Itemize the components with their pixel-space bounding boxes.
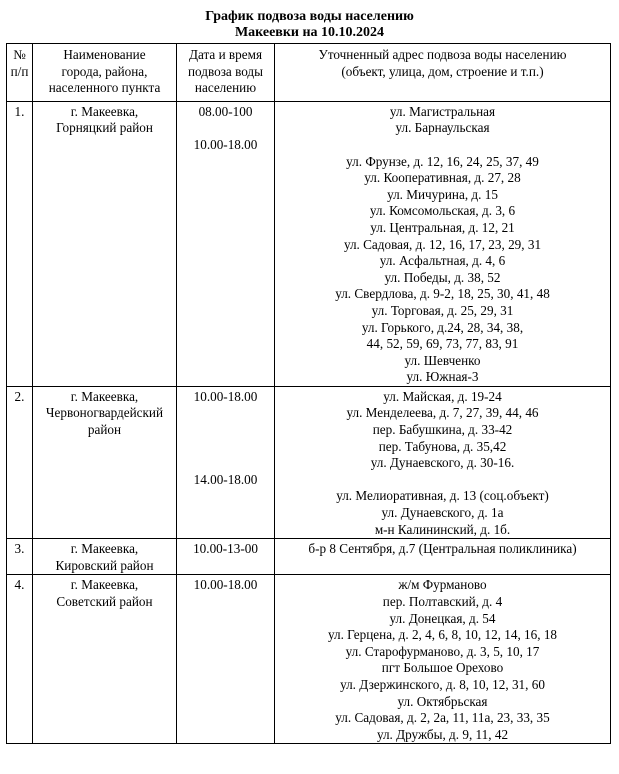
delivery-address-line: пер. Бабушкина, д. 33-42 (372, 422, 513, 438)
delivery-time-line (179, 120, 272, 137)
delivery-address-line: ул. Мелиоративная, д. 13 (соц.объект) (336, 488, 549, 504)
delivery-address-line: ул. Октябрьская (397, 693, 488, 709)
row-number: 3. (7, 539, 33, 575)
locality-name-line: Советский район (56, 594, 153, 609)
delivery-address-line: ул. Торговая, д. 25, 29, 31 (371, 302, 514, 318)
delivery-address-line: ул. Кооперативная, д. 27, 28 (364, 170, 521, 186)
delivery-time (177, 101, 275, 386)
delivery-time-line: 08.00-100 (198, 103, 253, 119)
locality-name (33, 575, 177, 744)
row-number: 1. (7, 101, 33, 386)
delivery-address-line: ул. Центральная, д. 12, 21 (370, 219, 515, 235)
delivery-address-line (277, 558, 608, 575)
delivery-address-line (277, 472, 608, 489)
locality-name (33, 101, 177, 386)
table-row (7, 575, 611, 744)
delivery-address-line: ул. Дружбы, д. 9, 11, 42 (376, 726, 509, 742)
delivery-address-line: ул. Комсомольская, д. 3, 6 (369, 203, 516, 219)
delivery-address (275, 101, 611, 386)
delivery-time-line: 10.00-18.00 (193, 388, 258, 404)
locality-name-line: район (87, 422, 122, 438)
delivery-address-line: ул. Старофурманово, д. 3, 5, 10, 17 (345, 643, 540, 659)
delivery-address-line: ул. Дунаевского, д. 1а (381, 505, 504, 521)
delivery-time (177, 539, 275, 575)
row-number: 2. (7, 386, 33, 538)
delivery-time-line (179, 422, 272, 439)
locality-name-line: г. Макеевка, (70, 388, 139, 404)
delivery-time-line: 10.00-18.00 (193, 577, 258, 593)
delivery-time-line (179, 439, 272, 456)
document-title: График подвоза воды населению (205, 9, 414, 24)
locality-name-line: Горняцкий район (56, 120, 153, 136)
delivery-address-line: ул. Менделеева, д. 7, 27, 39, 44, 46 (346, 405, 539, 421)
table-row (7, 386, 611, 538)
delivery-address-line: пер. Полтавский, д. 4 (382, 594, 503, 609)
table-row (7, 539, 611, 575)
table-row (7, 101, 611, 386)
delivery-time-line (179, 405, 272, 422)
delivery-address-line: ул. Дунаевского, д. 30-16. (370, 455, 515, 471)
table-header-row (7, 44, 611, 102)
document-subtitle: Макеевки на 10.10.2024 (234, 25, 385, 40)
locality-name-line: г. Макеевка, (70, 103, 139, 119)
delivery-time-line: 14.00-18.00 (193, 471, 258, 487)
header-name: Наименование города, района, населенного пункта (33, 44, 177, 102)
delivery-address-line: ул. Магистральная (389, 103, 496, 119)
delivery-address-line: ул. Победы, д. 38, 52 (384, 269, 501, 285)
delivery-address-line: пгт Большое Орехово (381, 660, 504, 676)
delivery-address-line: ул. Мичурина, д. 15 (387, 186, 498, 202)
locality-name-line: г. Макеевка, (70, 541, 139, 557)
locality-name-line: г. Макеевка, (70, 577, 139, 593)
delivery-address-line: ул. Свердлова, д. 9-2, 18, 25, 30, 41, 48 (335, 286, 550, 302)
delivery-address-line: ул. Горького, д.24, 28, 34, 38, (361, 319, 524, 335)
delivery-address-line: ул. Асфальтная, д. 4, 6 (379, 253, 506, 269)
delivery-address (275, 575, 611, 744)
delivery-address-line: ул. Барнаульская (395, 120, 490, 136)
delivery-address-line: пер. Табунова, д. 35,42 (378, 438, 507, 454)
delivery-time (177, 575, 275, 744)
locality-name-line: Кировский район (55, 557, 154, 573)
delivery-address-line: ул. Фрунзе, д. 12, 16, 24, 25, 37, 49 (346, 153, 539, 169)
delivery-time-line: 10.00-18.00 (193, 136, 258, 152)
header-num: № п/п (7, 44, 33, 102)
delivery-time (177, 386, 275, 538)
delivery-address-line: ж/м Фурманово (398, 577, 487, 593)
locality-name (33, 386, 177, 538)
delivery-address-line: ул. Майская, д. 19-24 (383, 388, 502, 404)
delivery-address-line: ул. Герцена, д. 2, 4, 6, 8, 10, 12, 14, 16, 18 (327, 627, 558, 643)
row-number: 4. (7, 575, 33, 744)
water-schedule-table (6, 43, 611, 744)
delivery-address-line: 44, 52, 59, 69, 73, 77, 83, 91 (366, 336, 519, 352)
delivery-address-line: м-н Калининский, д. 1б. (374, 521, 511, 537)
delivery-address (275, 539, 611, 575)
delivery-address-line: ул. Южная-3 (406, 369, 479, 385)
delivery-address-line (277, 137, 608, 154)
delivery-time-line (179, 455, 272, 472)
delivery-address-line: ул. Дзержинского, д. 8, 10, 12, 31, 60 (340, 676, 545, 692)
delivery-address-line: ул. Шевченко (404, 352, 481, 368)
header-address: Уточненный адрес подвоза воды населению (объект, улица, дом, строение и т.п.) (275, 44, 611, 102)
delivery-time-line: 10.00-13-00 (193, 541, 258, 557)
delivery-address-line: ул. Садовая, д. 12, 16, 17, 23, 29, 31 (343, 236, 542, 252)
locality-name (33, 539, 177, 575)
delivery-address (275, 386, 611, 538)
delivery-address-line: ул. Садовая, д. 2, 2а, 11, 11а, 23, 33, 35 (335, 710, 550, 726)
delivery-address-line: ул. Донецкая, д. 54 (389, 610, 496, 626)
delivery-address-line: б-р 8 Сентября, д.7 (Центральная поликлиника) (308, 541, 577, 557)
header-time: Дата и время подвоза воды населению (177, 44, 275, 102)
locality-name-line: Червоногвардейский (45, 405, 164, 421)
